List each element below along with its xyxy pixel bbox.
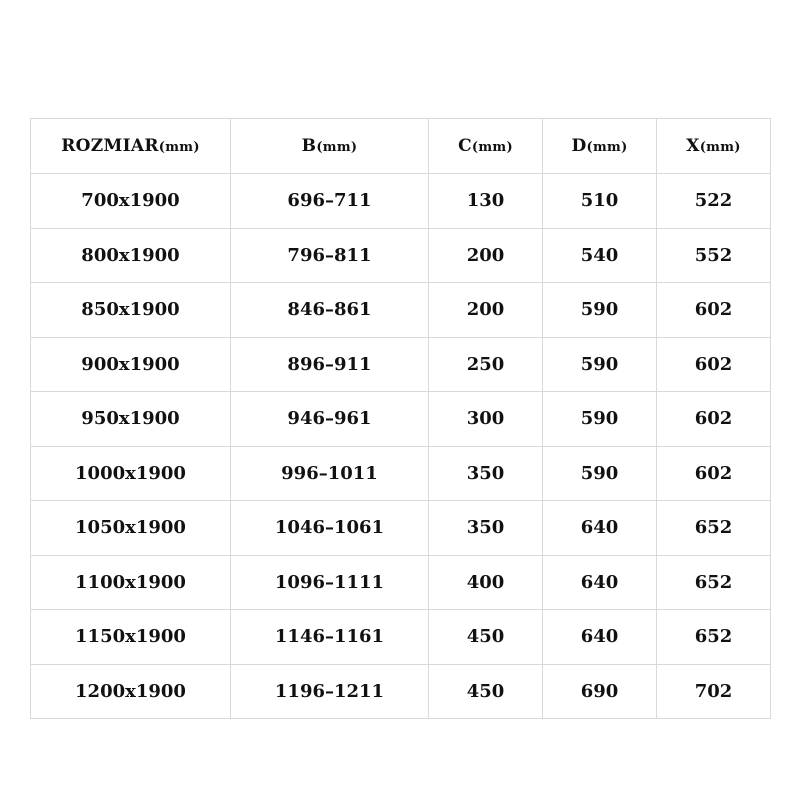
cell-c: 350 <box>429 501 543 556</box>
cell-d: 510 <box>543 174 657 229</box>
cell-d: 640 <box>543 610 657 665</box>
cell-size: 700x1900 <box>31 174 231 229</box>
column-header-b-unit: (mm) <box>316 140 358 155</box>
cell-x: 522 <box>657 174 771 229</box>
cell-c: 130 <box>429 174 543 229</box>
cell-x: 552 <box>657 228 771 283</box>
column-header-c-unit: (mm) <box>471 140 513 155</box>
cell-size: 950x1900 <box>31 392 231 447</box>
cell-d: 690 <box>543 664 657 719</box>
cell-c: 350 <box>429 446 543 501</box>
cell-size: 1050x1900 <box>31 501 231 556</box>
cell-d: 590 <box>543 392 657 447</box>
cell-size: 900x1900 <box>31 337 231 392</box>
cell-c: 200 <box>429 228 543 283</box>
cell-x: 602 <box>657 446 771 501</box>
cell-b: 1096–1111 <box>231 555 429 610</box>
cell-c: 400 <box>429 555 543 610</box>
cell-c: 250 <box>429 337 543 392</box>
specification-table-container <box>30 118 770 719</box>
column-header-c <box>429 119 543 174</box>
table-row <box>31 392 771 447</box>
cell-b: 1146–1161 <box>231 610 429 665</box>
column-header-d-label: D <box>571 136 587 156</box>
cell-b: 796–811 <box>231 228 429 283</box>
cell-b: 896–911 <box>231 337 429 392</box>
cell-b: 946–961 <box>231 392 429 447</box>
table-header <box>31 119 771 174</box>
table-row <box>31 555 771 610</box>
table-body <box>31 174 771 719</box>
cell-d: 640 <box>543 501 657 556</box>
cell-d: 640 <box>543 555 657 610</box>
table-row <box>31 174 771 229</box>
cell-c: 450 <box>429 610 543 665</box>
column-header-b <box>231 119 429 174</box>
cell-size: 1150x1900 <box>31 610 231 665</box>
table-row <box>31 446 771 501</box>
cell-size: 800x1900 <box>31 228 231 283</box>
table-row <box>31 283 771 338</box>
cell-b: 1046–1061 <box>231 501 429 556</box>
cell-b: 846–861 <box>231 283 429 338</box>
cell-x: 652 <box>657 610 771 665</box>
cell-x: 652 <box>657 555 771 610</box>
table-row <box>31 610 771 665</box>
table-header-row <box>31 119 771 174</box>
table-row <box>31 337 771 392</box>
cell-size: 1100x1900 <box>31 555 231 610</box>
cell-size: 850x1900 <box>31 283 231 338</box>
cell-b: 996–1011 <box>231 446 429 501</box>
column-header-x-label: X <box>686 136 700 156</box>
column-header-d <box>543 119 657 174</box>
cell-c: 450 <box>429 664 543 719</box>
cell-b: 1196–1211 <box>231 664 429 719</box>
column-header-x <box>657 119 771 174</box>
cell-x: 652 <box>657 501 771 556</box>
cell-d: 590 <box>543 283 657 338</box>
table-row <box>31 664 771 719</box>
column-header-rozmiar-label: ROZMIAR <box>61 136 159 156</box>
column-header-rozmiar <box>31 119 231 174</box>
cell-d: 540 <box>543 228 657 283</box>
cell-d: 590 <box>543 337 657 392</box>
cell-x: 602 <box>657 392 771 447</box>
cell-c: 200 <box>429 283 543 338</box>
cell-x: 602 <box>657 337 771 392</box>
cell-x: 702 <box>657 664 771 719</box>
cell-c: 300 <box>429 392 543 447</box>
cell-x: 602 <box>657 283 771 338</box>
column-header-x-unit: (mm) <box>699 140 741 155</box>
table-row <box>31 228 771 283</box>
cell-d: 590 <box>543 446 657 501</box>
column-header-d-unit: (mm) <box>586 140 628 155</box>
column-header-rozmiar-unit: (mm) <box>158 140 200 155</box>
cell-b: 696–711 <box>231 174 429 229</box>
cell-size: 1000x1900 <box>31 446 231 501</box>
column-header-b-label: B <box>301 136 317 156</box>
specification-table <box>30 118 771 719</box>
column-header-c-label: C <box>458 136 472 156</box>
table-row <box>31 501 771 556</box>
cell-size: 1200x1900 <box>31 664 231 719</box>
